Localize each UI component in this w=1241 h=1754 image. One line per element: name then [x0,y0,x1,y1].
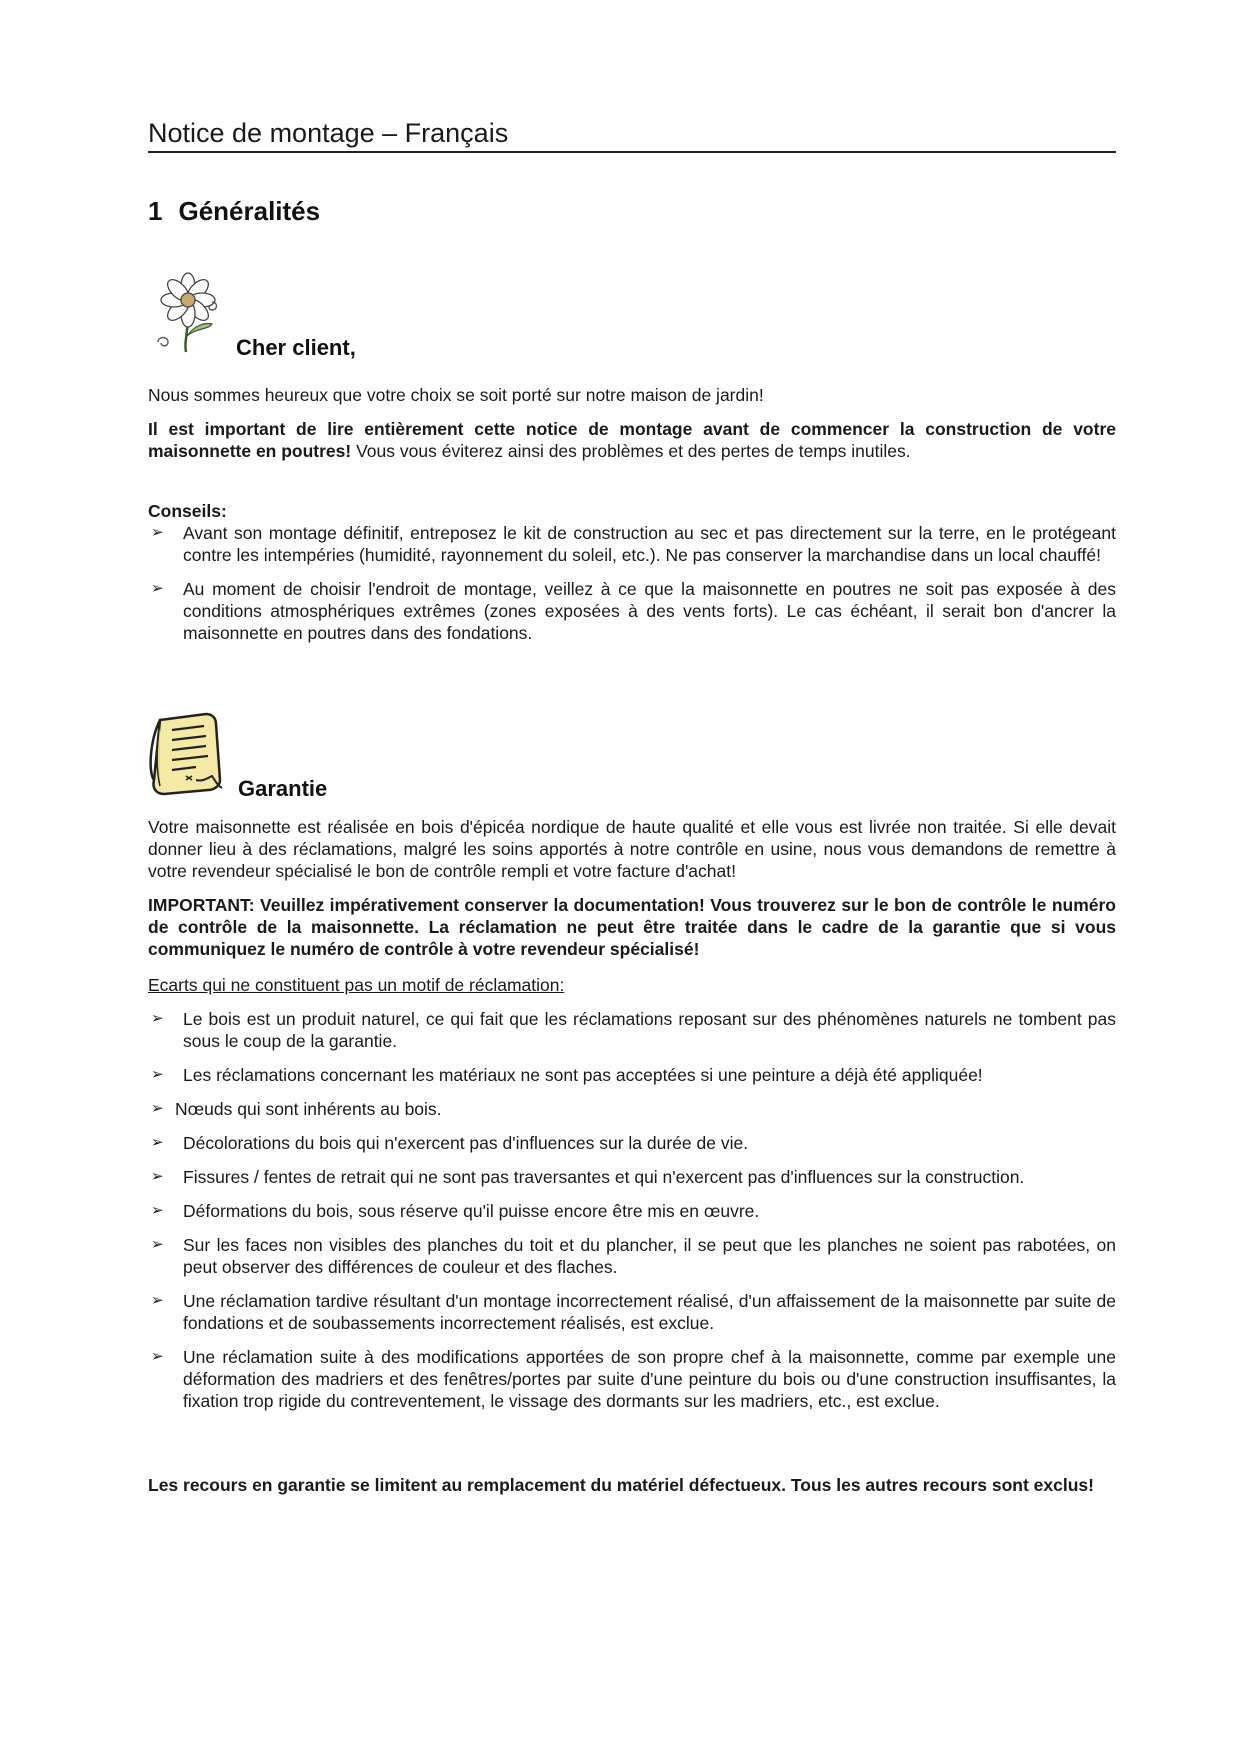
important-rest-text: Vous vous éviterez ainsi des problèmes et des pertes de temps inutiles. [351,441,911,461]
list-item: ➢ Décolorations du bois qui n'exercent pas d'influences sur la durée de vie. [151,1133,749,1153]
bullet-arrow-icon: ➢ [151,1236,164,1253]
greeting-heading: Cher client, [236,335,356,360]
list-item: ➢ Déformations du bois, sous réserve qu'il puisse encore être mis en œuvre. [151,1201,760,1221]
page-header [148,118,1116,153]
conseils-heading: Conseils: [148,501,227,521]
greeting-important [148,418,1116,462]
garantie-heading: Garantie [238,776,328,801]
bullet-arrow-icon: ➢ [151,1066,164,1083]
bullet-arrow-icon: ➢ [151,524,164,541]
bullet-arrow-icon: ➢ [151,1348,164,1365]
ecarts-heading: Ecarts qui ne constituent pas un motif de réclamation: [148,975,565,995]
list-item: ➢ Nœuds qui sont inhérents au bois. [151,1099,442,1119]
list-item: ➢ Avant son montage définitif, entreposez le kit de construction au sec et pas directement sur la terre, en le protégeant contre les intempéries (humidité, rayonnement du soleil, etc.). Ne pas conserver la marchandise dans un local chauffé! [151,523,1116,565]
conseils-list [148,522,1116,656]
list-item: ➢ Au moment de choisir l'endroit de montage, veillez à ce que la maisonnette en poutres ne soit pas exposée à des conditions atmosphériques extrêmes (zones exposées à des vents forts). Le cas échéant, il serait bon d'ancrer la maisonnette en poutres dans des fondations. [151,579,1116,643]
garantie-intro: Votre maisonnette est réalisée en bois d'épicéa nordique de haute qualité et elle vous est livrée non traitée. Si elle devait donner lieu à des réclamations, malgré les soins apportés à notre contrôle en usine, nous vous demandons de remettre à votre revendeur spécialisé le bon de contrôle rempli et votre facture d'achat! [148,817,1116,881]
ecarts-list [148,1008,1116,1424]
bullet-arrow-icon: ➢ [151,1202,164,1219]
section-number: 1 [148,196,163,226]
bullet-arrow-icon: ➢ [151,580,164,597]
bullet-arrow-icon: ➢ [151,1134,164,1151]
bullet-arrow-icon: ➢ [151,1010,164,1027]
garantie-important: IMPORTANT: Veuillez impérativement conserver la documentation! Vous trouverez sur le bon de contrôle le numéro de contrôle de la maisonnette. La réclamation ne peut être traitée dans le cadre de la garantie que si vous communiquez le numéro de contrôle à votre revendeur spécialisé! [148,895,1116,959]
list-item: ➢ Une réclamation tardive résultant d'un montage incorrectement réalisé, d'un affaissement de la maisonnette par suite de fondations et de soubassements incorrectement réalisés, est exclue. [151,1291,1116,1333]
garantie-closing: Les recours en garantie se limitent au remplacement du matériel défectueux. Tous les autres recours sont exclus! [148,1475,1094,1495]
list-item: ➢ Le bois est un produit naturel, ce qui fait que les réclamations reposant sur des phénomènes naturels ne tombent pas sous le coup de la garantie. [151,1009,1116,1051]
document-scroll-icon [146,710,228,796]
bullet-arrow-icon: ➢ [151,1100,164,1117]
important-bold-text: Il est important de lire entièrement cette notice de montage avant de commencer la construction de votre maisonnette en poutres! [148,419,1116,461]
list-item: ➢ Les réclamations concernant les matériaux ne sont pas acceptées si une peinture a déjà été appliquée! [151,1065,983,1085]
bullet-arrow-icon: ➢ [151,1168,164,1185]
section-title [148,196,320,227]
list-item: ➢ Sur les faces non visibles des planches du toit et du plancher, il se peut que les planches ne soient pas rabotées, on peut observer des différences de couleur et des flaches. [151,1235,1116,1277]
header-title: Notice de montage – Français [148,118,509,148]
list-item: ➢ Fissures / fentes de retrait qui ne sont pas traversantes et qui n'exercent pas d'influences sur la construction. [151,1167,1025,1187]
greeting-intro: Nous sommes heureux que votre choix se soit porté sur notre maison de jardin! [148,385,764,405]
flower-clipart-icon [148,272,226,354]
bullet-arrow-icon: ➢ [151,1292,164,1309]
list-item: ➢ Une réclamation suite à des modifications apportées de son propre chef à la maisonnette, comme par exemple une déformation des madriers et des fenêtres/portes par suite d'une peinture du bois ou d'une construction insuffisantes, la fixation trop rigide du contreventement, le vissage des dormants sur les madriers, etc., est exclue. [151,1347,1116,1411]
section-name: Généralités [178,196,321,226]
